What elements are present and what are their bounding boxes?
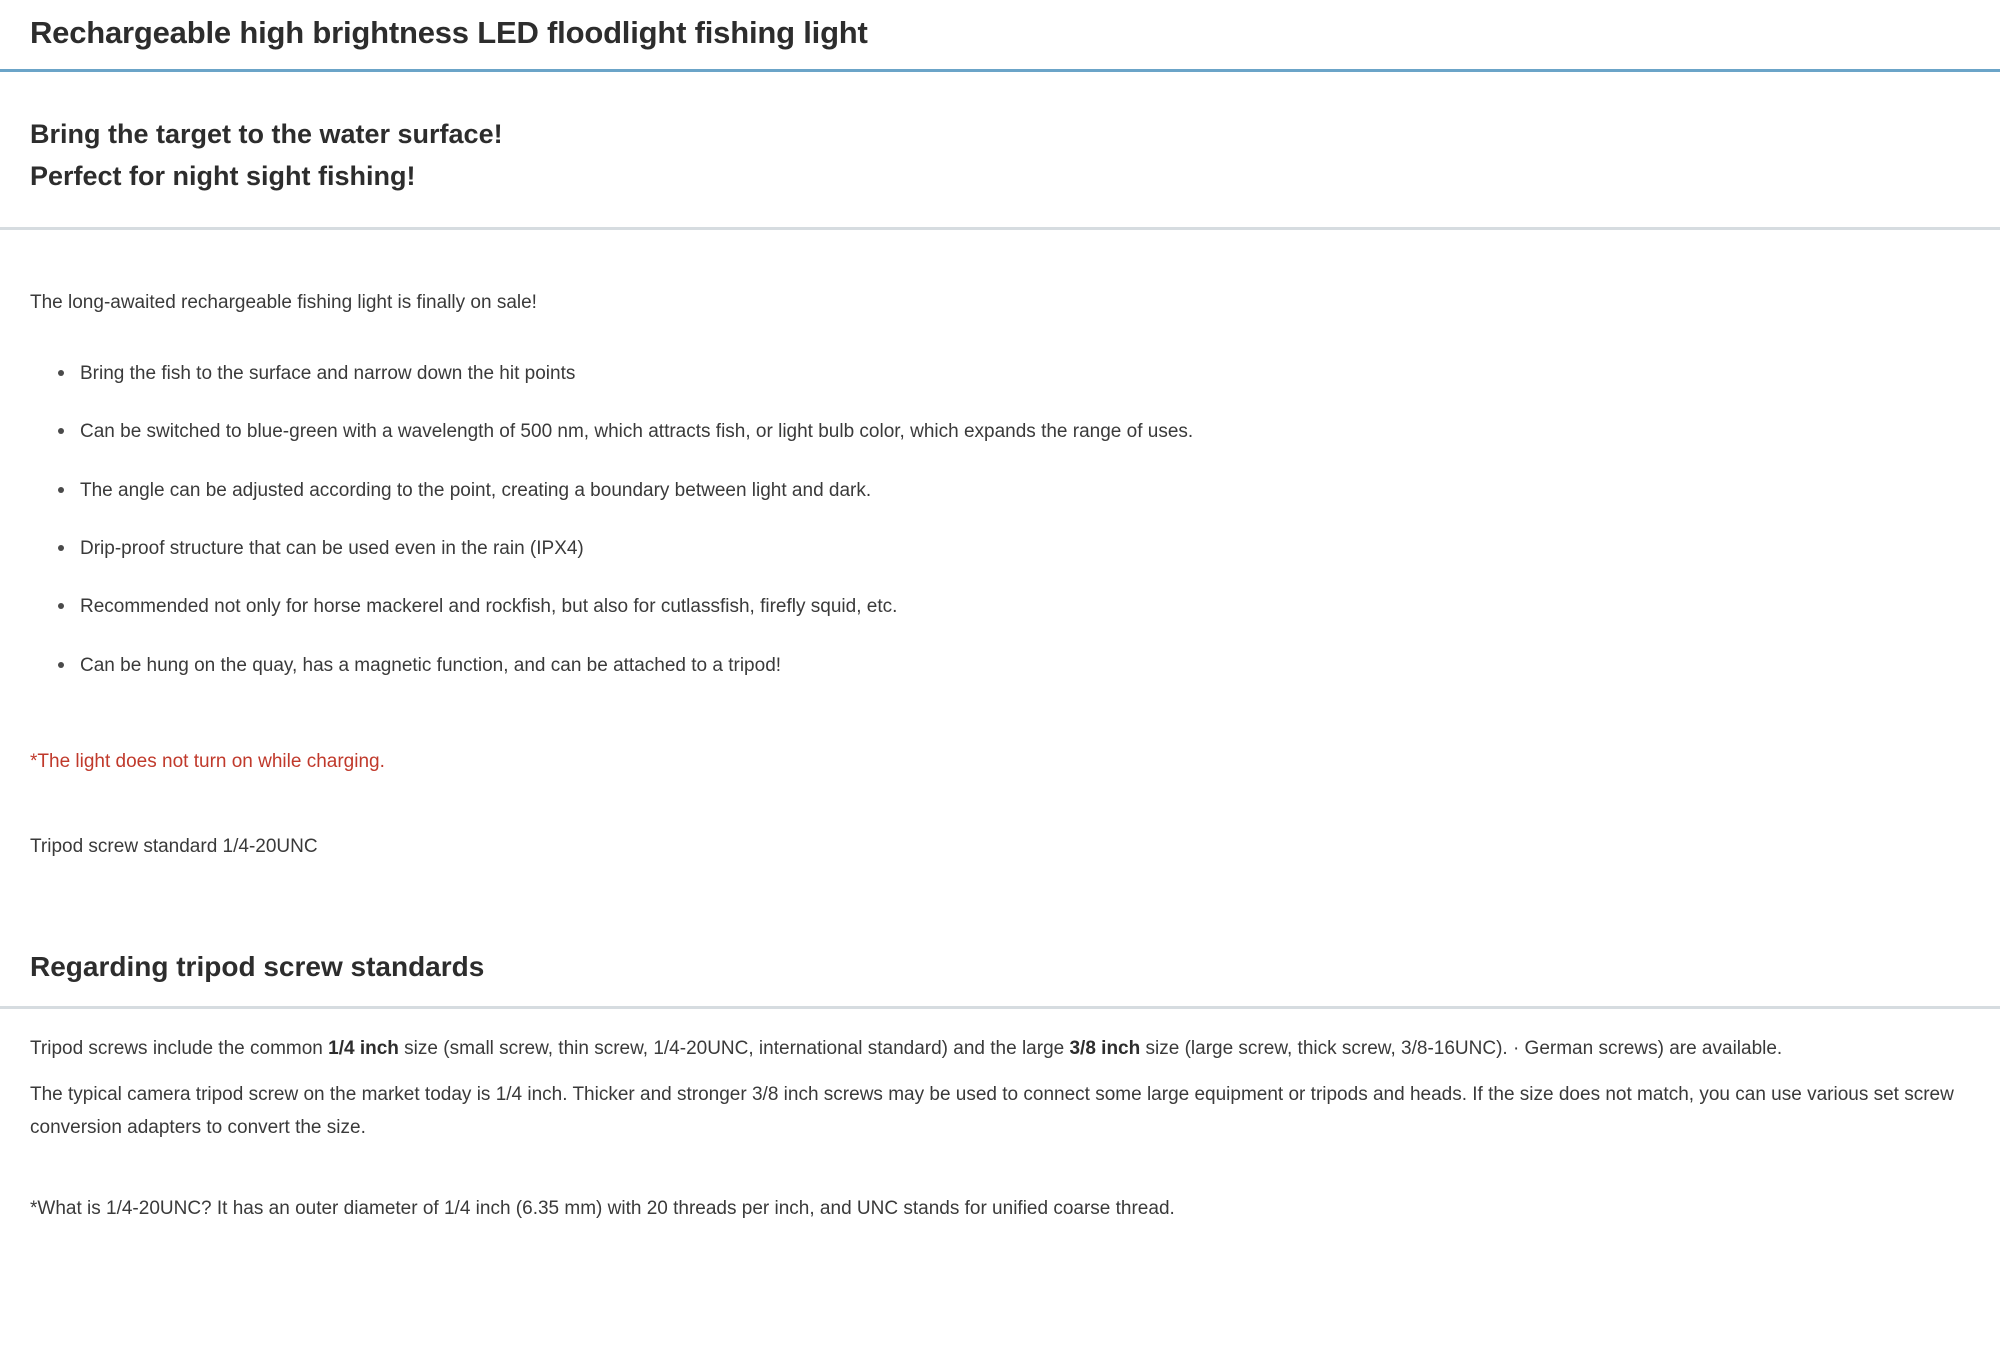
list-item xyxy=(52,417,1970,447)
feature-text: The angle can be adjusted according to the point, creating a boundary between light and dark. xyxy=(80,479,872,501)
section-paragraph-3: *What is 1/4-20UNC? It has an outer diameter of 1/4 inch (6.35 mm) with 20 threads per inch, and UNC stands for unified coarse thread. xyxy=(30,1197,1175,1219)
para1-emphasis-quarter-inch: 1/4 inch xyxy=(328,1037,399,1059)
charging-warning-note: *The light does not turn on while charging. xyxy=(30,751,385,773)
list-item xyxy=(52,534,1970,564)
feature-text: Drip-proof structure that can be used even in the rain (IPX4) xyxy=(80,538,584,559)
lead-heading-block xyxy=(30,72,1970,228)
feature-list xyxy=(30,359,1970,681)
feature-text: Recommended not only for horse mackerel and rockfish, but also for cutlassfish, firefly squid, etc. xyxy=(80,596,898,618)
para1-part-e: size (large screw, thick screw, 3/8-16UNC). · German screws) are available. xyxy=(1140,1037,1783,1059)
feature-text: Bring the fish to the surface and narrow down the hit points xyxy=(80,362,576,384)
list-item xyxy=(52,359,1970,389)
intro-paragraph: The long-awaited rechargeable fishing light is finally on sale! xyxy=(30,292,537,314)
tripod-screw-standards-body xyxy=(20,1009,1980,1226)
tripod-screw-standard-text: Tripod screw standard 1/4-20UNC xyxy=(30,835,318,857)
section-paragraph-1 xyxy=(30,1009,1970,1066)
list-item xyxy=(52,476,1970,506)
lead-heading-line-1: Bring the target to the water surface! xyxy=(30,118,503,149)
lead-heading-line-2: Perfect for night sight fishing! xyxy=(30,160,416,191)
lead-section xyxy=(20,72,1980,228)
feature-text: Can be hung on the quay, has a magnetic function, and can be attached to a tripod! xyxy=(80,654,782,676)
section-heading-tripod-screw-standards: Regarding tripod screw standards xyxy=(30,950,485,982)
para1-part-c: size (small screw, thin screw, 1/4-20UNC, international standard) and the large xyxy=(398,1037,1070,1059)
list-item xyxy=(52,651,1970,681)
section-paragraph-2: The typical camera tripod screw on the market today is 1/4 inch. Thicker and stronger 3/8 inch screws may be used to connect some large equipment or tripods and heads. If the size does not match, you can use various set screw conversion adapters to convert the size. xyxy=(30,1084,1954,1138)
para1-emphasis-three-eighths-inch: 3/8 inch xyxy=(1069,1037,1141,1059)
body-section xyxy=(20,230,1980,1005)
list-item xyxy=(52,592,1970,622)
content-container xyxy=(20,0,1980,69)
para1-part-a: Tripod screws include the common xyxy=(30,1037,329,1059)
feature-text: Can be switched to blue-green with a wavelength of 500 nm, which attracts fish, or light bulb color, which expands the range of uses. xyxy=(80,421,1194,443)
page-title: Rechargeable high brightness LED floodlight fishing light xyxy=(30,15,868,50)
